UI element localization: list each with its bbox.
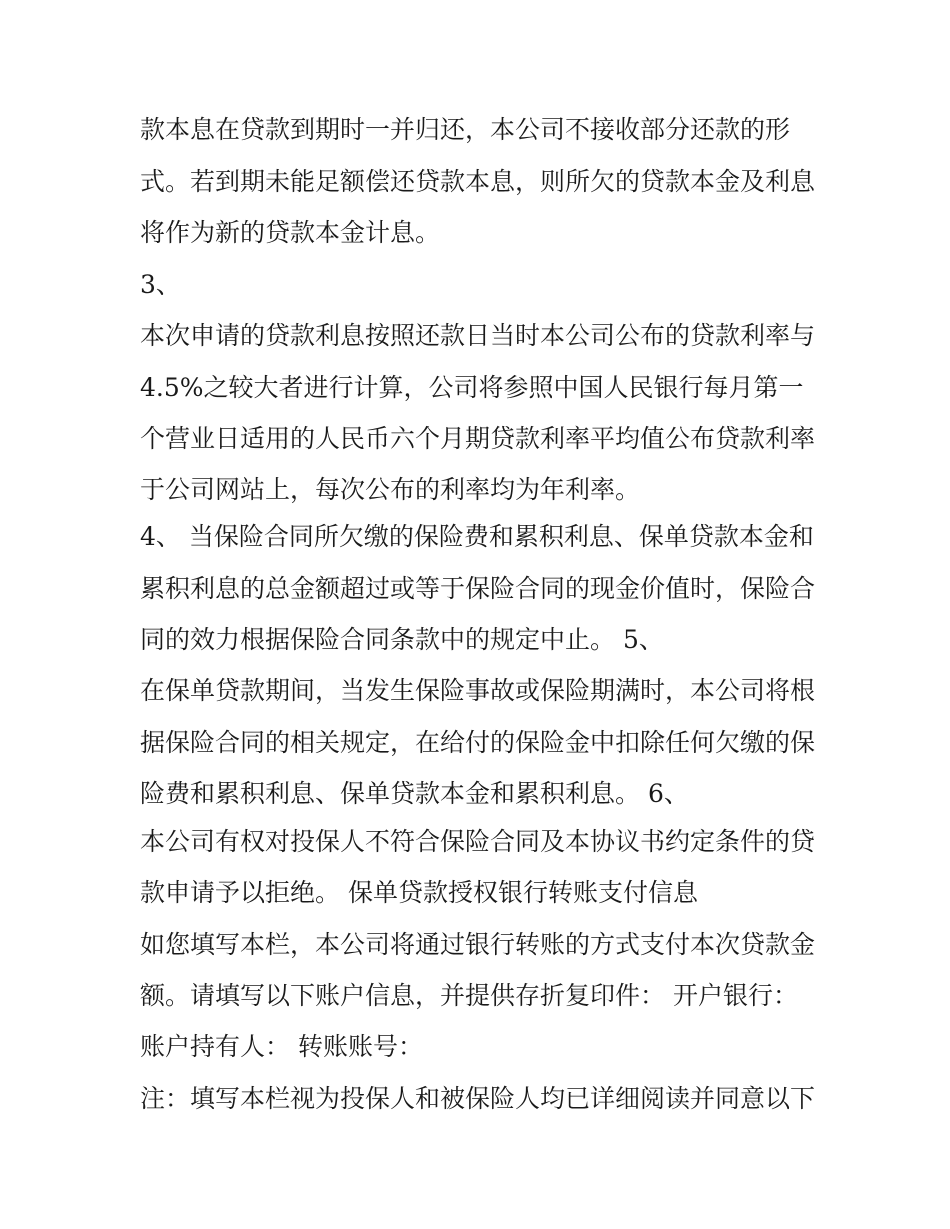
text-line: 如您填写本栏，本公司将通过银行转账的方式支付本次贷款金 <box>140 930 816 959</box>
text-line: 将作为新的贷款本金计息。 <box>140 218 441 247</box>
text-line: 4.5%之较大者进行计算，公司将参照中国人民银行每月第一 <box>140 373 804 402</box>
text-line: 账户持有人： 转账账号： <box>140 1032 423 1061</box>
text-line: 于公司网站上，每次公布的利率均为年利率。 <box>140 475 641 504</box>
text-line: 本次申请的贷款利息按照还款日当时本公司公布的贷款利率与 <box>140 321 816 350</box>
text-line: 据保险合同的相关规定，在给付的保险金中扣除任何欠缴的保 <box>140 728 816 757</box>
text-line: 累积利息的总金额超过或等于保险合同的现金价值时，保险合 <box>140 574 816 603</box>
section-number: 3、 <box>140 270 181 299</box>
text-line: 个营业日适用的人民币六个月期贷款利率平均值公布贷款利率 <box>140 424 816 453</box>
text-line: 4、 当保险合同所欠缴的保险费和累积利息、保单贷款本金和 <box>140 522 814 551</box>
text-line: 险费和累积利息、保单贷款本金和累积利息。 6、 <box>140 779 689 808</box>
text-line: 注：填写本栏视为投保人和被保险人均已详细阅读并同意以下 <box>140 1084 816 1113</box>
text-line: 同的效力根据保险合同条款中的规定中止。 5、 <box>140 625 664 654</box>
text-line: 款本息在贷款到期时一并归还，本公司不接收部分还款的形 <box>140 115 791 144</box>
text-line: 式。若到期未能足额偿还贷款本息，则所欠的贷款本金及利息 <box>140 167 816 196</box>
text-line: 本公司有权对投保人不符合保险合同及本协议书约定条件的贷 <box>140 827 816 856</box>
text-line: 款申请予以拒绝。 保单贷款授权银行转账支付信息 <box>140 878 698 907</box>
text-line: 在保单贷款期间，当发生保险事故或保险期满时，本公司将根 <box>140 676 816 705</box>
text-line: 额。请填写以下账户信息，并提供存折复印件： 开户银行： <box>140 981 798 1010</box>
